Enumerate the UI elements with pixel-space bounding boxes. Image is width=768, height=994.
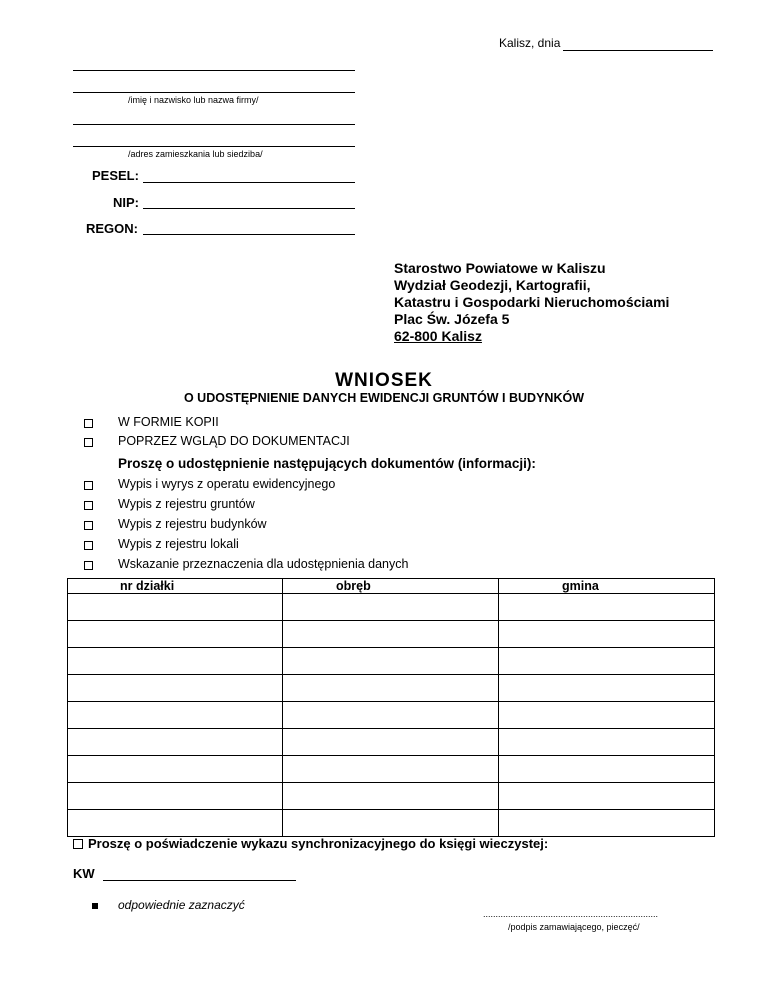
table-cell[interactable]: [499, 621, 715, 648]
document-2-checkbox[interactable]: [84, 501, 93, 510]
table-cell[interactable]: [68, 702, 283, 729]
table-cell[interactable]: [283, 594, 499, 621]
address-caption: /adres zamieszkania lub siedziba/: [128, 149, 263, 159]
option-copy-checkbox[interactable]: [84, 419, 93, 428]
option-inspection-label: POPRZEZ WGLĄD DO DOKUMENTACJI: [118, 434, 350, 448]
sync-request-label: Proszę o poświadczenie wykazu synchronizacyjnego do księgi wieczystej:: [88, 836, 549, 851]
recipient-line-1: Starostwo Powiatowe w Kaliszu: [394, 260, 606, 276]
recipient-line-2: Wydział Geodezji, Kartografii,: [394, 277, 591, 293]
column-header-parcel-number: nr działki: [68, 579, 283, 594]
table-cell[interactable]: [283, 810, 499, 837]
option-inspection-checkbox[interactable]: [84, 438, 93, 447]
document-4-checkbox[interactable]: [84, 541, 93, 550]
kw-label: KW: [73, 866, 95, 881]
document-5-checkbox[interactable]: [84, 561, 93, 570]
table-cell[interactable]: [68, 756, 283, 783]
table-cell[interactable]: [68, 783, 283, 810]
table-cell[interactable]: [499, 675, 715, 702]
table-cell[interactable]: [68, 594, 283, 621]
table-header-row: [68, 579, 715, 594]
regon-field[interactable]: [143, 234, 355, 235]
nip-label: NIP:: [113, 195, 139, 210]
table-cell[interactable]: [68, 810, 283, 837]
table-cell[interactable]: [499, 648, 715, 675]
document-3-checkbox[interactable]: [84, 521, 93, 530]
signature-caption: /podpis zamawiającego, pieczęć/: [508, 922, 640, 932]
recipient-line-5: 62-800 Kalisz: [394, 328, 482, 344]
table-cell[interactable]: [283, 702, 499, 729]
document-1-checkbox[interactable]: [84, 481, 93, 490]
table-cell[interactable]: [499, 594, 715, 621]
document-3-label: Wypis z rejestru budynków: [118, 517, 267, 531]
signature-line[interactable]: ......................................................................: [483, 909, 659, 919]
table-cell[interactable]: [283, 729, 499, 756]
pesel-label: PESEL:: [92, 168, 139, 183]
address-field-line-1[interactable]: [73, 124, 355, 125]
table-row: [68, 729, 715, 756]
place-date-label: Kalisz, dnia: [499, 36, 561, 50]
table-cell[interactable]: [499, 783, 715, 810]
table-cell[interactable]: [68, 675, 283, 702]
table-cell[interactable]: [283, 783, 499, 810]
document-title: WNIOSEK: [335, 370, 433, 391]
kw-field[interactable]: [103, 880, 296, 881]
parcels-table: [67, 578, 715, 837]
table-cell[interactable]: [68, 648, 283, 675]
table-cell[interactable]: [283, 648, 499, 675]
name-caption: /imię i nazwisko lub nazwa firmy/: [128, 95, 259, 105]
table-cell[interactable]: [499, 810, 715, 837]
table-row: [68, 756, 715, 783]
table-row: [68, 648, 715, 675]
table-cell[interactable]: [499, 729, 715, 756]
table-cell[interactable]: [68, 729, 283, 756]
table-cell[interactable]: [283, 675, 499, 702]
table-row: [68, 702, 715, 729]
table-row: [68, 594, 715, 621]
document-1-label: Wypis i wyrys z operatu ewidencyjnego: [118, 477, 336, 491]
recipient-line-4: Plac Św. Józefa 5: [394, 311, 510, 327]
document-subtitle: O UDOSTĘPNIENIE DANYCH EWIDENCJI GRUNTÓW I BUDYNKÓW: [183, 391, 584, 405]
date-field[interactable]: [563, 50, 713, 51]
note-text: odpowiednie zaznaczyć: [118, 898, 245, 912]
pesel-field[interactable]: [143, 182, 355, 183]
regon-label: REGON:: [86, 221, 138, 236]
table-cell[interactable]: [499, 756, 715, 783]
table-cell[interactable]: [68, 621, 283, 648]
documents-heading: Proszę o udostępnienie następujących dokumentów (informacji):: [118, 456, 536, 471]
table-row: [68, 810, 715, 837]
name-field-line-2[interactable]: [73, 92, 355, 93]
nip-field[interactable]: [143, 208, 355, 209]
document-2-label: Wypis z rejestru gruntów: [118, 497, 255, 511]
table-cell[interactable]: [283, 756, 499, 783]
square-bullet-icon: [92, 903, 98, 909]
table-cell[interactable]: [283, 621, 499, 648]
table-row: [68, 783, 715, 810]
document-5-label: Wskazanie przeznaczenia dla udostępnienia danych: [118, 557, 409, 571]
column-header-commune: gmina: [499, 579, 715, 594]
recipient-address: [394, 260, 669, 345]
name-field-line-1[interactable]: [73, 70, 355, 71]
table-cell[interactable]: [499, 702, 715, 729]
column-header-precinct: obręb: [283, 579, 499, 594]
sync-request-checkbox[interactable]: [73, 839, 83, 849]
recipient-line-3: Katastru i Gospodarki Nieruchomościami: [394, 294, 670, 310]
table-row: [68, 621, 715, 648]
table-row: [68, 675, 715, 702]
option-copy-label: W FORMIE KOPII: [118, 415, 219, 429]
document-4-label: Wypis z rejestru lokali: [118, 537, 239, 551]
address-field-line-2[interactable]: [73, 146, 355, 147]
